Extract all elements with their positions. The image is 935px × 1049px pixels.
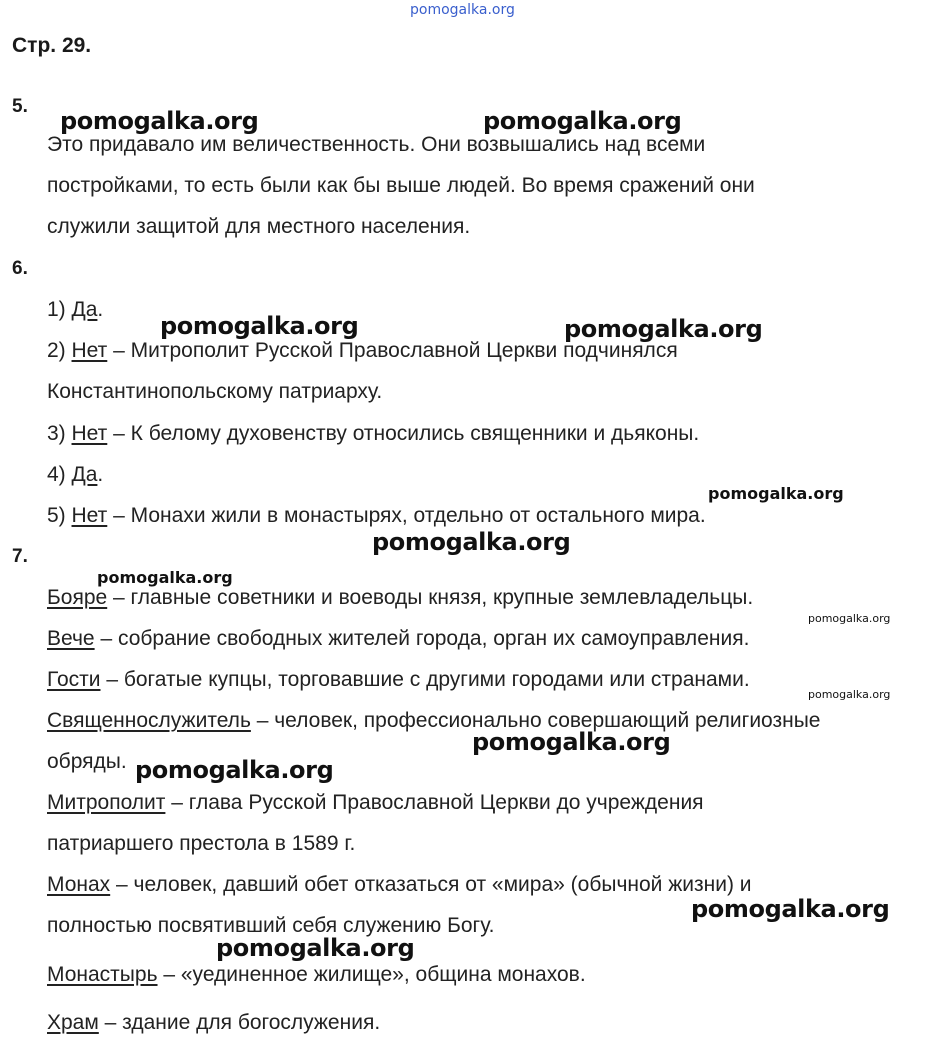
watermark: pomogalka.org — [216, 934, 415, 962]
item-prefix: 2) — [47, 339, 72, 362]
term-svyashchennosluzhitel-cont: обряды. — [47, 750, 127, 773]
term-word: Священнослужитель — [47, 709, 251, 732]
task-6-item-5 — [47, 504, 706, 528]
term-definition: – собрание свободных жителей города, орган их самоуправления. — [94, 627, 750, 650]
term-definition: – глава Русской Православной Церкви до учреждения — [165, 791, 704, 814]
item-answer: Нет — [71, 504, 108, 527]
task-5-line-1: Это придавало им величественность. Они возвышались над всеми — [47, 133, 706, 156]
item-rest: – Монахи жили в монастырях, отдельно от остального мира. — [107, 504, 706, 527]
item-rest: . — [97, 463, 104, 486]
term-monastyr — [47, 963, 586, 987]
task-5-line-3: служили защитой для местного населения. — [47, 215, 471, 238]
term-word: Гости — [47, 668, 101, 691]
watermark: pomogalka.org — [691, 895, 890, 923]
watermark: pomogalka.org — [160, 312, 359, 340]
term-gosti — [47, 668, 750, 692]
watermark: pomogalka.org — [472, 728, 671, 756]
item-answer: Нет — [71, 422, 108, 445]
term-veche — [47, 627, 749, 651]
task-6-item-2-cont: Константинопольскому патриарху. — [47, 380, 383, 403]
item-prefix: 1) — [47, 298, 72, 321]
term-definition: – богатые купцы, торговавшие с другими городами или странами. — [100, 668, 750, 691]
watermark: pomogalka.org — [97, 568, 233, 587]
watermark: pomogalka.org — [483, 107, 682, 135]
term-word: Вече — [47, 627, 95, 650]
item-prefix: 5) — [47, 504, 72, 527]
task-6-item-3 — [47, 422, 699, 446]
watermark: pomogalka.org — [808, 688, 891, 701]
page-title: Стр. 29. — [12, 34, 92, 57]
item-answer: Нет — [71, 339, 108, 362]
header-watermark: pomogalka.org — [410, 2, 515, 18]
item-prefix: 4) — [47, 463, 72, 486]
watermark: pomogalka.org — [60, 107, 259, 135]
term-word: Митрополит — [47, 791, 166, 814]
task-6-item-1 — [47, 298, 103, 322]
task-5-line-2: постройками, то есть были как бы выше людей. Во время сражений они — [47, 174, 755, 197]
term-word: Бояре — [47, 586, 108, 609]
watermark: pomogalka.org — [372, 528, 571, 556]
term-word: Монах — [47, 873, 111, 896]
item-answer: Да — [71, 298, 98, 321]
term-monakh — [47, 873, 752, 897]
task-7-number: 7. — [12, 546, 28, 567]
task-5-number: 5. — [12, 96, 28, 117]
term-definition: – «уединенное жилище», община монахов. — [157, 963, 586, 986]
term-definition: – человек, давший обет отказаться от «мира» (обычной жизни) и — [110, 873, 752, 896]
term-monakh-cont: полностью посвятивший себя служению Богу. — [47, 914, 495, 937]
item-rest: . — [97, 298, 104, 321]
watermark: pomogalka.org — [564, 315, 763, 343]
term-khram — [47, 1011, 380, 1035]
term-boyare — [47, 586, 753, 610]
term-word: Храм — [47, 1011, 99, 1034]
term-svyashchennosluzhitel — [47, 709, 821, 733]
task-6-item-4 — [47, 463, 103, 487]
term-mitropolit-cont: патриаршего престола в 1589 г. — [47, 832, 356, 855]
watermark: pomogalka.org — [135, 756, 334, 784]
task-6-number: 6. — [12, 258, 28, 279]
watermark: pomogalka.org — [708, 484, 844, 503]
term-mitropolit — [47, 791, 704, 815]
item-rest: – Митрополит Русской Православной Церкви подчинялся — [107, 339, 678, 362]
term-word: Монастырь — [47, 963, 158, 986]
term-definition: – человек, профессионально совершающий религиозные — [250, 709, 821, 732]
item-prefix: 3) — [47, 422, 72, 445]
term-definition: – здание для богослужения. — [98, 1011, 381, 1034]
item-rest: – К белому духовенству относились священники и дьяконы. — [107, 422, 700, 445]
item-answer: Да — [71, 463, 98, 486]
watermark: pomogalka.org — [808, 612, 891, 625]
term-definition: – главные советники и воеводы князя, крупные землевладельцы. — [107, 586, 754, 609]
